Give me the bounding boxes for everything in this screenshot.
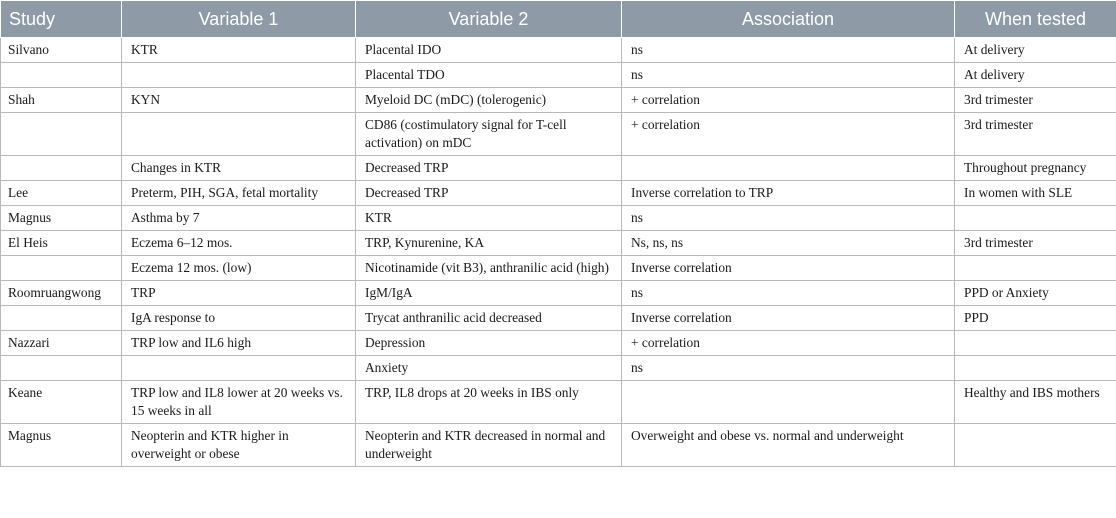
cell-variable-2: Placental TDO [356,63,622,88]
table-row [1,206,1116,231]
table-row [1,256,1116,281]
header-study: Study [1,1,122,38]
table-row [1,231,1116,256]
cell-variable-1 [122,113,356,156]
cell-study: Lee [1,181,122,206]
cell-variable-2: Placental IDO [356,38,622,63]
cell-study: Keane [1,381,122,424]
cell-variable-1: Preterm, PIH, SGA, fetal mortality [122,181,356,206]
cell-association: ns [622,63,955,88]
cell-association: Inverse correlation to TRP [622,181,955,206]
cell-study: Shah [1,88,122,113]
cell-when-tested: At delivery [955,38,1116,63]
cell-association: Inverse correlation [622,306,955,331]
cell-when-tested [955,331,1116,356]
cell-study: Magnus [1,424,122,467]
cell-association: ns [622,38,955,63]
cell-variable-1: IgA response to [122,306,356,331]
table-row [1,181,1116,206]
cell-when-tested: PPD or Anxiety [955,281,1116,306]
cell-variable-1: KTR [122,38,356,63]
cell-when-tested [955,256,1116,281]
cell-variable-2: Decreased TRP [356,181,622,206]
table-row [1,38,1116,63]
table-row [1,88,1116,113]
cell-association: ns [622,356,955,381]
cell-variable-1: Eczema 12 mos. (low) [122,256,356,281]
cell-when-tested [955,356,1116,381]
cell-study [1,306,122,331]
header-variable-2: Variable 2 [356,1,622,38]
cell-when-tested: 3rd trimester [955,88,1116,113]
cell-variable-2: Decreased TRP [356,156,622,181]
cell-association: ns [622,281,955,306]
table-row [1,381,1116,424]
cell-study [1,256,122,281]
cell-variable-1 [122,63,356,88]
cell-study: El Heis [1,231,122,256]
cell-study: Silvano [1,38,122,63]
cell-variable-2: Neopterin and KTR decreased in normal and underweight [356,424,622,467]
cell-when-tested: PPD [955,306,1116,331]
cell-when-tested: In women with SLE [955,181,1116,206]
cell-variable-1: Eczema 6–12 mos. [122,231,356,256]
cell-variable-2: TRP, Kynurenine, KA [356,231,622,256]
cell-variable-1: Neopterin and KTR higher in overweight or obese [122,424,356,467]
table-row [1,113,1116,156]
cell-study [1,63,122,88]
cell-variable-1 [122,356,356,381]
cell-association [622,381,955,424]
cell-variable-2: Nicotinamide (vit B3), anthranilic acid (high) [356,256,622,281]
cell-when-tested: 3rd trimester [955,113,1116,156]
cell-association [622,156,955,181]
cell-variable-2: IgM/IgA [356,281,622,306]
table-row [1,63,1116,88]
cell-study [1,356,122,381]
header-row [1,1,1116,38]
header-variable-1: Variable 1 [122,1,356,38]
cell-variable-2: TRP, IL8 drops at 20 weeks in IBS only [356,381,622,424]
cell-variable-1: TRP [122,281,356,306]
cell-association: Overweight and obese vs. normal and underweight [622,424,955,467]
cell-study: Nazzari [1,331,122,356]
table-row [1,156,1116,181]
cell-variable-1: TRP low and IL8 lower at 20 weeks vs. 15 weeks in all [122,381,356,424]
cell-when-tested [955,206,1116,231]
cell-variable-1: Asthma by 7 [122,206,356,231]
cell-when-tested: Throughout pregnancy [955,156,1116,181]
cell-study: Magnus [1,206,122,231]
table-row [1,424,1116,467]
cell-association: Ns, ns, ns [622,231,955,256]
cell-when-tested: At delivery [955,63,1116,88]
cell-variable-2: Trycat anthranilic acid decreased [356,306,622,331]
cell-association: + correlation [622,113,955,156]
cell-association: ns [622,206,955,231]
table-row [1,331,1116,356]
cell-variable-1: KYN [122,88,356,113]
cell-study [1,156,122,181]
cell-when-tested: 3rd trimester [955,231,1116,256]
cell-variable-1: TRP low and IL6 high [122,331,356,356]
header-association: Association [622,1,955,38]
table-row [1,281,1116,306]
cell-study: Roomruangwong [1,281,122,306]
cell-association: + correlation [622,331,955,356]
cell-variable-2: CD86 (costimulatory signal for T-cell activation) on mDC [356,113,622,156]
cell-variable-2: Myeloid DC (mDC) (tolerogenic) [356,88,622,113]
cell-when-tested: Healthy and IBS mothers [955,381,1116,424]
cell-variable-2: KTR [356,206,622,231]
cell-association: + correlation [622,88,955,113]
table-row [1,306,1116,331]
cell-variable-2: Anxiety [356,356,622,381]
cell-association: Inverse correlation [622,256,955,281]
cell-variable-1: Changes in KTR [122,156,356,181]
cell-variable-2: Depression [356,331,622,356]
cell-study [1,113,122,156]
table-row [1,356,1116,381]
cell-when-tested [955,424,1116,467]
header-when-tested: When tested [955,1,1116,38]
